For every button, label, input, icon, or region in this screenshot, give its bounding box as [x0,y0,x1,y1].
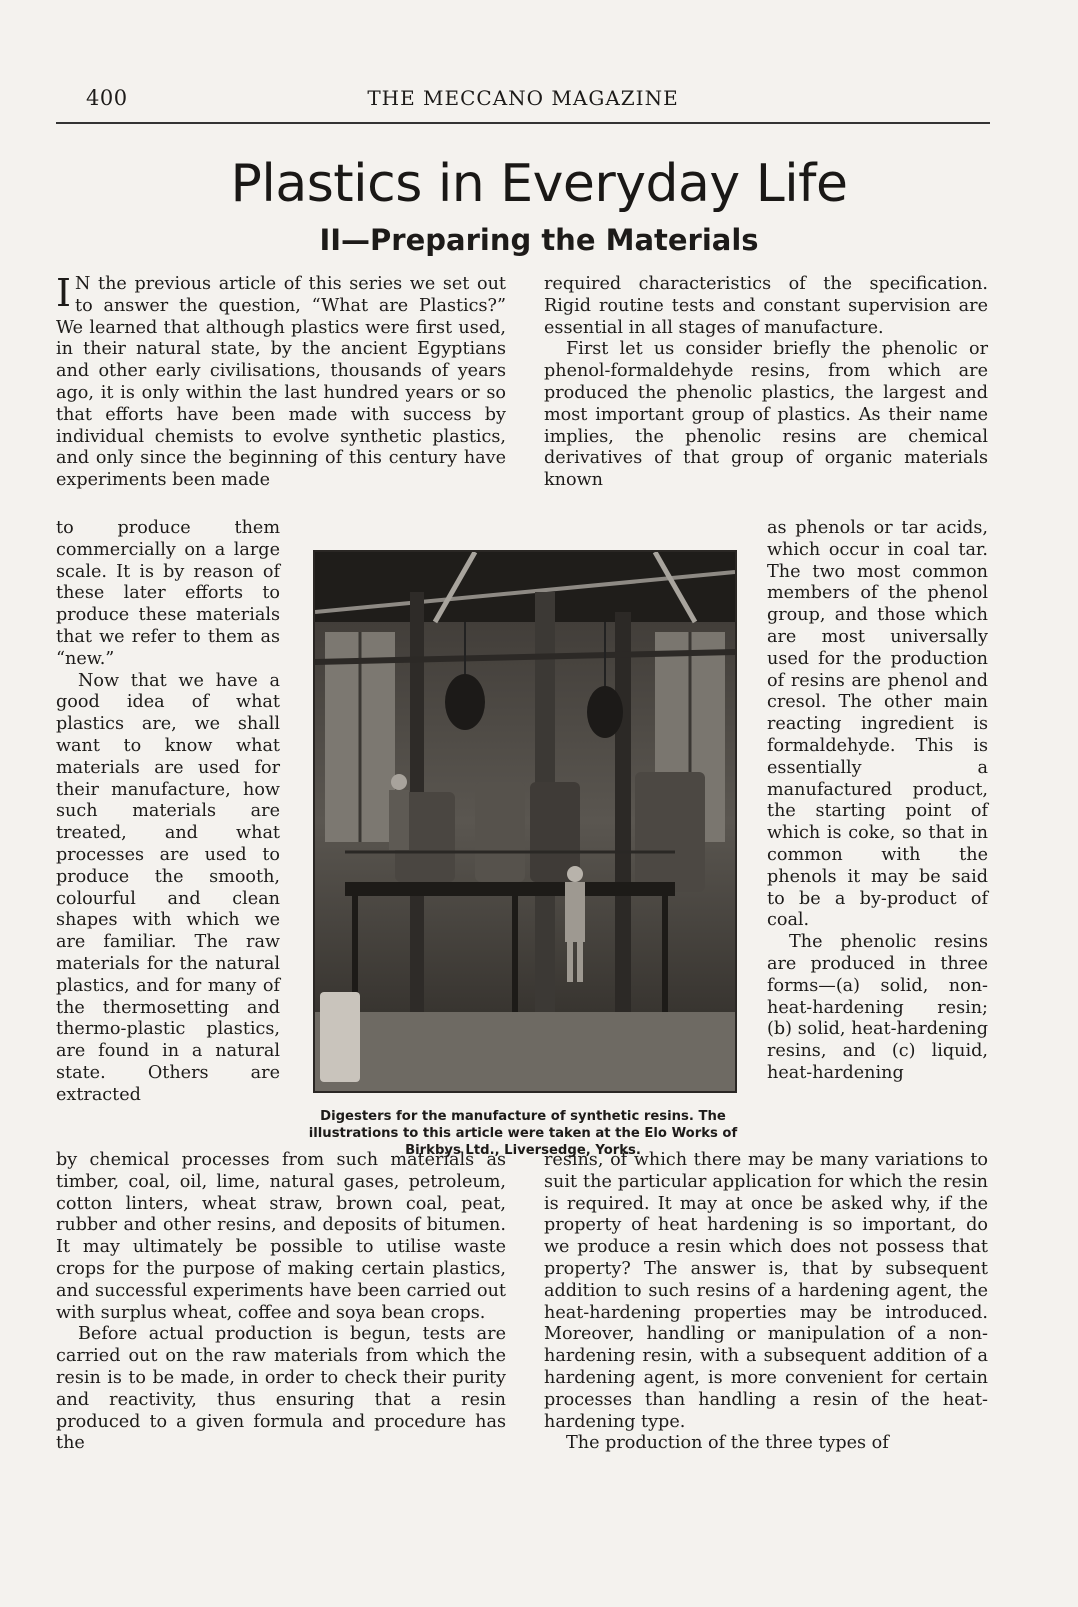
factory-illustration [315,552,735,1091]
right-column-bottom [544,1150,988,1455]
page-header [56,86,990,122]
right-column-top [544,274,988,492]
paragraph: resins, of which there may be many variations to suit the particular application for which the resin is required. It may at once be asked why, if the property of heat hardening is so important, do we produce a resin which does not possess that property? The answer is, that by subsequent addition to such resins of a hardening agent, the heat-hardening properties may be introduced. Moreover, handling or manipulation of a non-hardening resin, with a subsequent addition of a hardening agent, is more convenient for certain processes than handling a resin of the heat-hardening type. [544,1150,988,1432]
paragraph: as phenols or tar acids, which occur in coal tar. The two most common members of the phenol group, and those which are most universally used for the production of resins are phenol and cresol. The other main reacting ingredient is formaldehyde. This is essentially a manufactured product, the starting point of which is coke, so that in common with the phenols it may be said to be a by-product of coal. [767,518,988,931]
paragraph: N the previous article of this series we set out to answer the question, “What are Plastics?” We learned that although plastics were first used, in their natural state, by the ancient Egyptians and other early civilisations, thousands of years ago, it is only within the last hundred years or so that efforts have been made with success by individual chemists to evolve synthetic plastics, and only since the beginning of this century have experiments been made [56,274,506,491]
paragraph: to produce them commercially on a large scale. It is by reason of these later efforts to produce these materials that we refer to them as “new.” [56,518,280,669]
article-title: Plastics in Everyday Life [230,154,848,214]
paragraph: Before actual production is begun, tests are carried out on the raw materials from which the resin is to be made, in order to check their purity and reactivity, thus ensuring that a resin produced to a given formula and procedure has the [56,1324,506,1454]
paragraph: required characteristics of the specification. Rigid routine tests and constant supervision are essential in all stages of manufacture. [544,274,988,338]
left-column-top [56,271,506,492]
drop-cap: I [56,271,72,315]
left-column-narrow [56,518,280,1107]
left-column-bottom [56,1150,506,1455]
paragraph: The phenolic resins are produced in three forms—(a) solid, non-heat-hardening resin; (b) solid, heat-hardening resins, and (c) liquid, heat-hardening [767,932,988,1083]
article-title-block [0,152,1078,258]
paragraph: The production of the three types of [566,1433,889,1454]
article-subtitle: II—Preparing the Materials [319,223,759,257]
digesters-photograph [313,550,737,1093]
page-number: 400 [86,86,128,110]
magazine-title: THE MECCANO MAGAZINE [367,86,679,110]
right-column-narrow [767,518,988,1085]
header-rule [56,122,990,124]
paragraph: Now that we have a good idea of what plastics are, we shall want to know what materials are used for their manufacture, how such materials are treated, and what processes are used to produce the smooth, colourful and clean shapes with which we are familiar. The raw materials for the natural plastics, and for many of the thermosetting and thermo-plastic plastics, are found in a natural state. Others are extracted [56,670,280,1105]
paragraph: First let us consider briefly the phenolic or phenol-formaldehyde resins, from which are produced the phenolic plastics, the largest and most important group of plastics. As their name implies, the phenolic resins are chemical derivatives of that group of organic materials known [544,339,988,491]
paragraph: by chemical processes from such materials as timber, coal, oil, lime, natural gases, petroleum, cotton linters, wheat straw, brown coal, peat, rubber and other resins, and deposits of bitumen. It may ultimately be possible to utilise waste crops for the purpose of making certain plastics, and successful experiments have been carried out with surplus wheat, coffee and soya bean crops. [56,1150,506,1323]
figure-caption: Digesters for the manufacture of synthetic resins. The illustrations to this article were taken at the Elo Works of Birkbys Ltd., Liversedge, Yorks. [308,1109,738,1158]
